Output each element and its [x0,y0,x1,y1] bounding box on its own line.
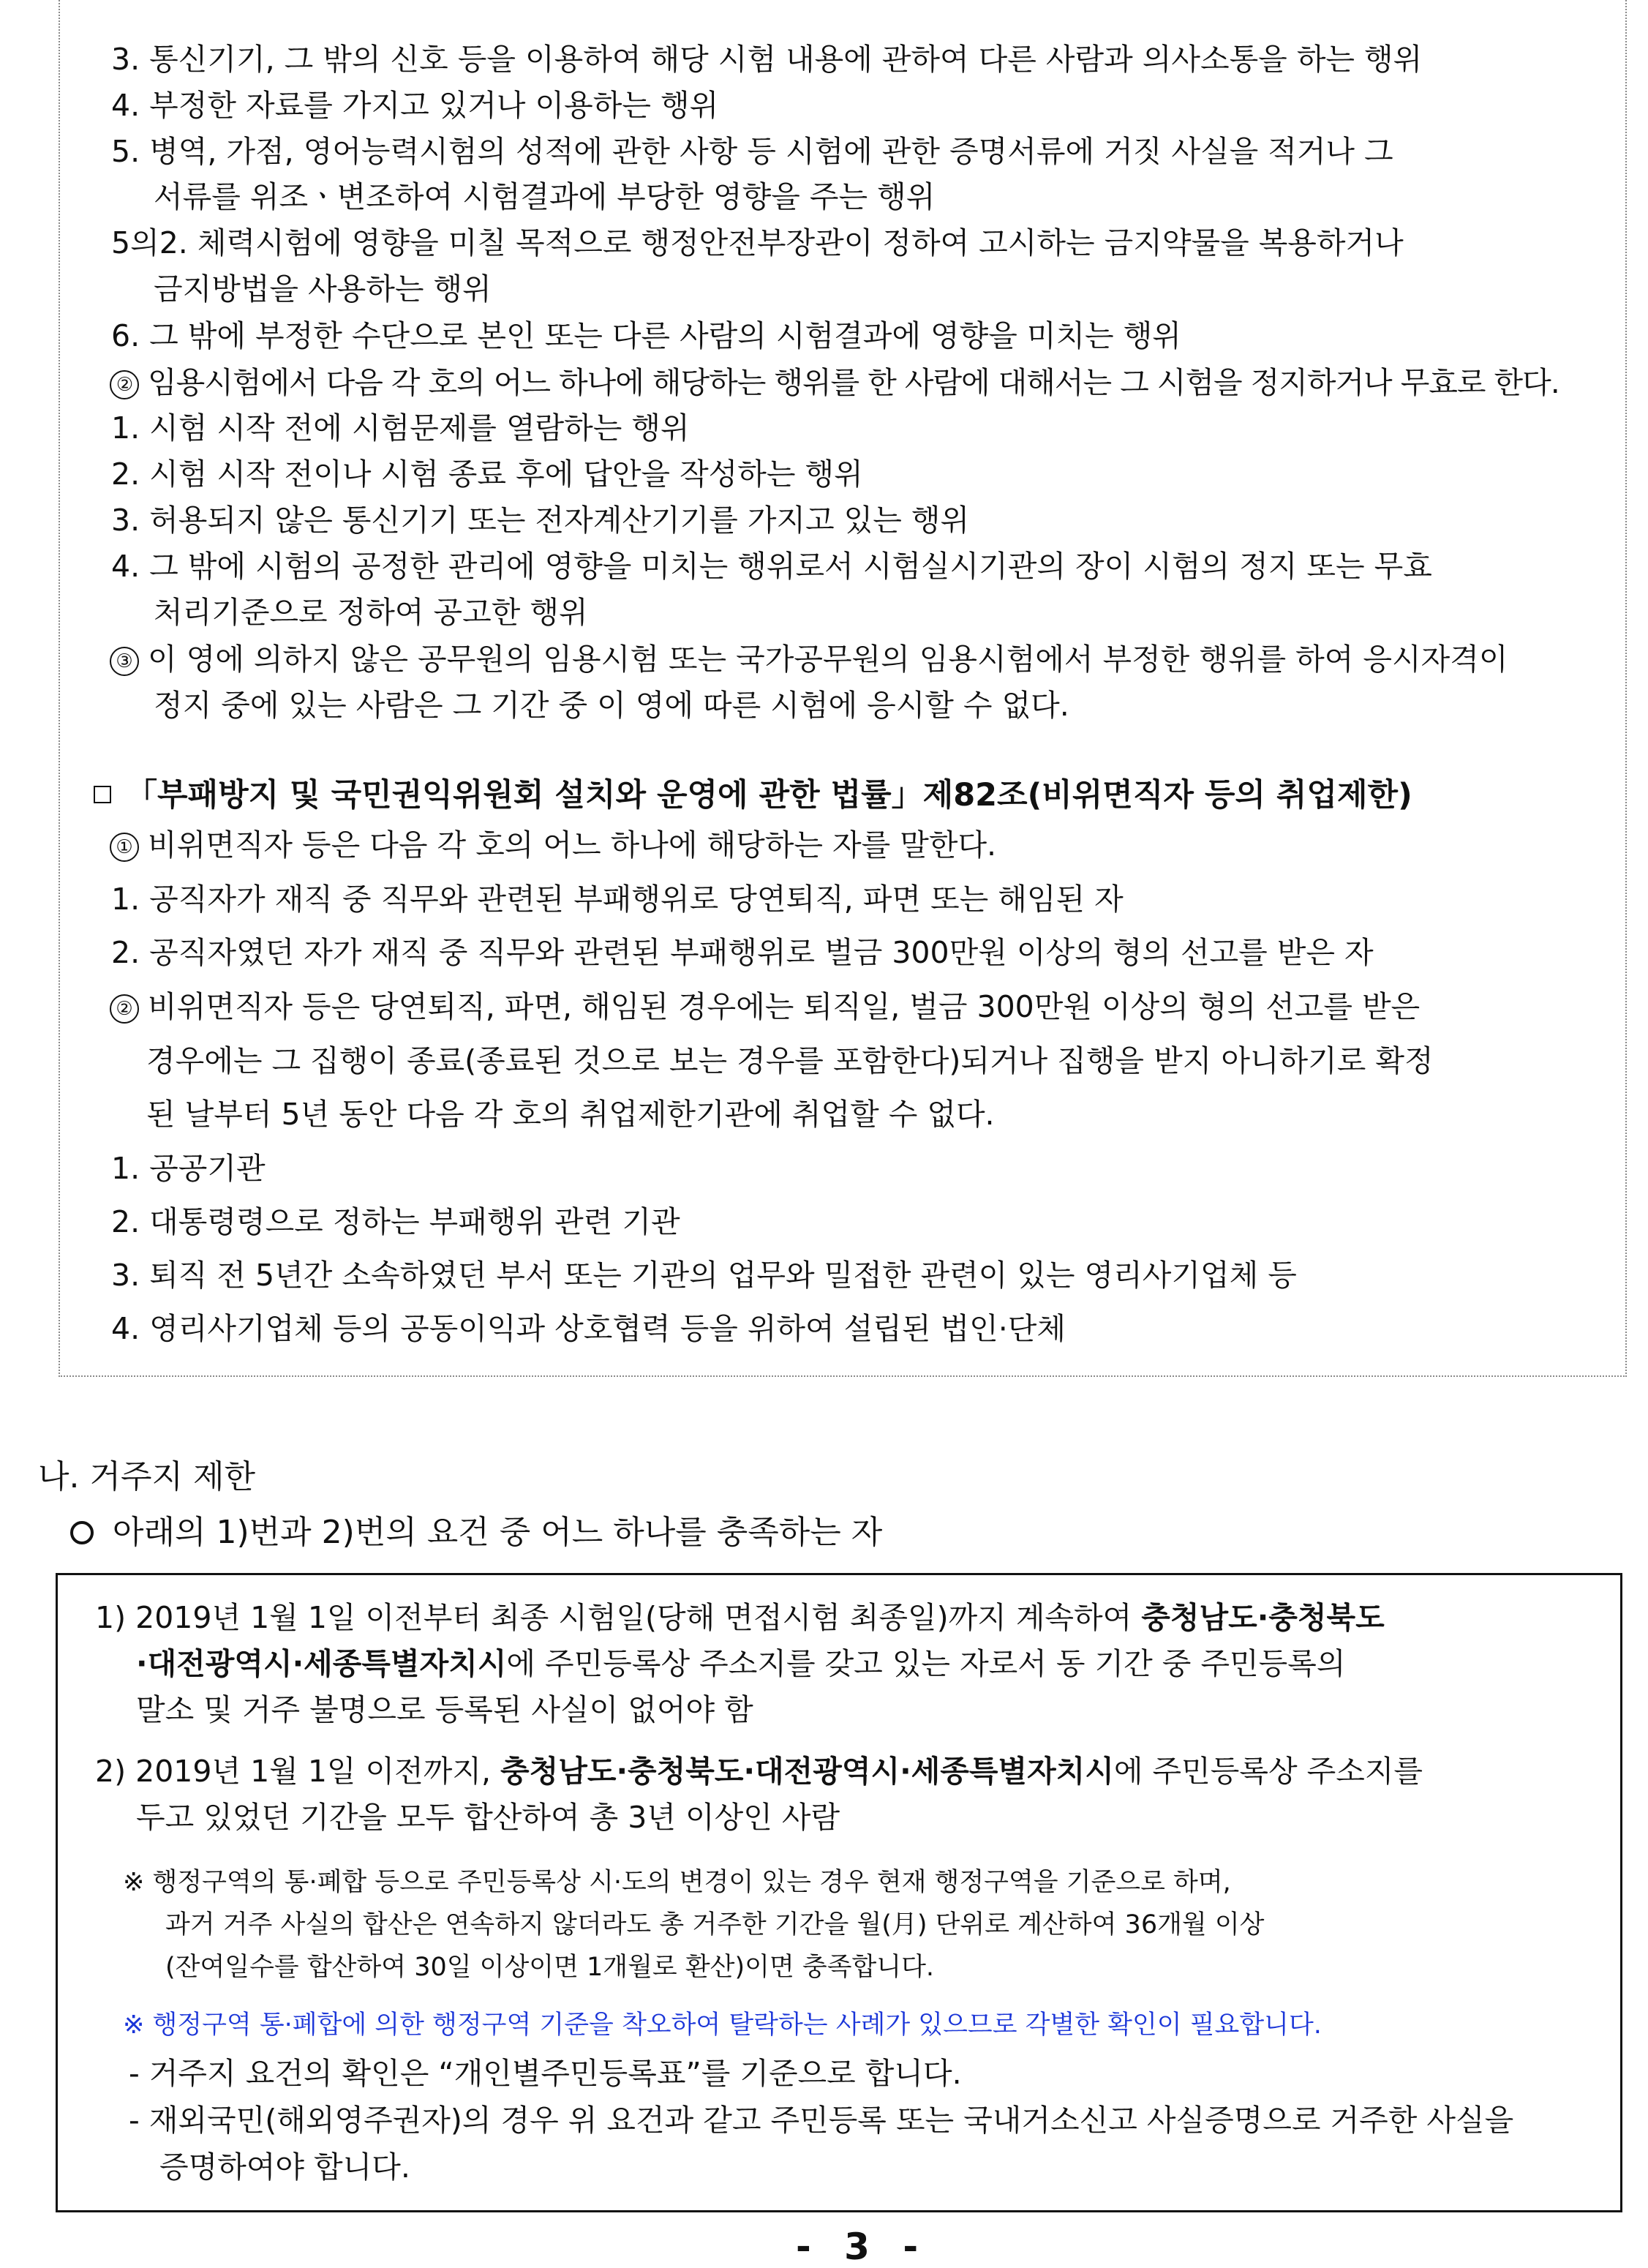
dash-line: 증명하여야 합니다. [159,2149,410,2185]
text-line: 4. 부정한 자료를 가지고 있거나 이용하는 행위 [111,88,719,123]
circle-bullet-icon [70,1521,94,1544]
section-heading: 나. 거주지 제한 [38,1458,255,1495]
text-line: 5. 병역, 가점, 영어능력시험의 성적에 관한 사항 등 시험에 관한 증명서류에 거짓 사실을 적거나 그 [111,134,1393,169]
text-line: 금지방법을 사용하는 행위 [154,271,492,307]
text-line: 1. 공공기관 [111,1151,266,1186]
text-line: 정지 중에 있는 사람은 그 기간 중 이 영에 따른 시험에 응시할 수 없다. [154,688,1069,723]
requirement-2-line-1: 2) 2019년 1월 1일 이전까지, 충청남도·충청북도·대전광역시·세종특별자치시에 주민등록상 주소지를 [95,1754,1423,1789]
requirement-1-line-2: ·대전광역시·세종특별자치시에 주민등록상 주소지를 갖고 있는 자로서 동 기간 중 주민등록의 [136,1646,1346,1681]
square-bullet-icon [94,786,111,803]
dash-line: - 거주지 요건의 확인은 “개인별주민등록표”를 기준으로 합니다. [129,2056,962,2091]
text-line: 처리기준으로 정하여 공고한 행위 [154,595,588,630]
text-line [110,638,1508,680]
text-line-body: 비위면직자 등은 당연퇴직, 파면, 해임된 경우에는 퇴직일, 벌금 300만원 이상의 형의 선고를 받은 [148,989,1421,1024]
warning-note: ※ 행정구역 통·폐합에 의한 행정구역 기준을 착오하여 탈락하는 사례가 있으므로 각별한 확인이 필요합니다. [123,2010,1322,2040]
text-line-body: 임용시험에서 다음 각 호의 어느 하나에 해당하는 행위를 한 사람에 대해서는 그 시험을 정지하거나 무효로 한다. [148,365,1559,400]
text-line: 4. 그 밖에 시험의 공정한 관리에 영향을 미치는 행위로서 시험실시기관의 장이 시험의 정지 또는 무효 [111,549,1432,584]
note-line: ※ 행정구역의 통·폐합 등으로 주민등록상 시·도의 변경이 있는 경우 현재 행정구역을 기준으로 하며, [123,1868,1231,1897]
circled-number: ② [110,370,139,399]
requirement-1-line-3: 말소 및 거주 불명으로 등록된 사실이 없어야 함 [136,1692,753,1727]
page-number: - 3 - [796,2226,929,2268]
text-line-body: 이 영에 의하지 않은 공무원의 임용시험 또는 국가공무원의 임용시험에서 부정한 행위를 하여 응시자격이 [148,642,1508,677]
text-line: 서류를 위조ㆍ변조하여 시험결과에 부당한 영향을 주는 행위 [154,179,936,214]
text-line: 2. 공직자였던 자가 재직 중 직무와 관련된 부패행위로 벌금 300만원 이상의 형의 선고를 받은 자 [111,935,1374,970]
dash-line: - 재외국민(해외영주권자)의 경우 위 요건과 같고 주민등록 또는 국내거소신고 사실증명으로 거주한 사실을 [129,2103,1514,2138]
requirement-2-line-2: 두고 있었던 기간을 모두 합산하여 총 3년 이상인 사람 [136,1800,840,1835]
text-line: 1. 공직자가 재직 중 직무와 관련된 부패행위로 당연퇴직, 파면 또는 해임된 자 [111,882,1124,917]
text-line-body: 비위면직자 등은 다음 각 호의 어느 하나에 해당하는 자를 말한다. [148,827,997,863]
circled-number: ① [110,833,139,862]
text-line: 경우에는 그 집행이 종료(종료된 것으로 보는 경우를 포함한다)되거나 집행을 받지 아니하기로 확정 [146,1043,1434,1078]
note-line: 과거 거주 사실의 합산은 연속하지 않더라도 총 거주한 기간을 월(月) 단위로 계산하여 36개월 이상 [165,1910,1265,1940]
text-line: 2. 시험 시작 전이나 시험 종료 후에 답안을 작성하는 행위 [111,457,863,492]
text-line: 3. 허용되지 않은 통신기기 또는 전자계산기기를 가지고 있는 행위 [111,503,970,538]
text-line [110,985,1420,1028]
text-line: 2. 대통령령으로 정하는 부패행위 관련 기관 [111,1204,680,1239]
section-subheading: 아래의 1)번과 2)번의 요건 중 어느 하나를 충족하는 자 [70,1506,882,1552]
text-line: 1. 시험 시작 전에 시험문제를 열람하는 행위 [111,410,690,446]
text-line: 3. 퇴직 전 5년간 소속하였던 부서 또는 기관의 업무와 밀접한 관련이 있는 영리사기업체 등 [111,1258,1297,1293]
text-line: 된 날부터 5년 동안 다음 각 호의 취업제한기관에 취업할 수 없다. [146,1097,995,1132]
text-line: 3. 통신기기, 그 밖의 신호 등을 이용하여 해당 시험 내용에 관하여 다른 사람과 의사소통을 하는 행위 [111,42,1423,77]
note-line: (잔여일수를 합산하여 30일 이상이면 1개월로 환산)이면 충족합니다. [165,1953,935,1982]
requirement-1-line-1: 1) 2019년 1월 1일 이전부터 최종 시험일(당해 면접시험 최종일)까지 계속하여 충청남도·충청북도 [95,1600,1385,1635]
text-line: 4. 영리사기업체 등의 공동이익과 상호협력 등을 위하여 설립된 법인·단체 [111,1311,1066,1346]
circled-number: ② [110,994,139,1024]
circled-number: ③ [110,647,139,676]
text-line [110,361,1559,404]
law-title: 「부패방지 및 국민권익위원회 설치와 운영에 관한 법률」제82조(비위면직자 등의 취업제한) [94,770,1412,815]
text-line: 5의2. 체력시험에 영향을 미칠 목적으로 행정안전부장관이 정하여 고시하는 금지약물을 복용하거나 [111,225,1404,260]
text-line: 6. 그 밖에 부정한 수단으로 본인 또는 다른 사람의 시험결과에 영향을 미치는 행위 [111,318,1181,353]
text-line [110,824,996,866]
